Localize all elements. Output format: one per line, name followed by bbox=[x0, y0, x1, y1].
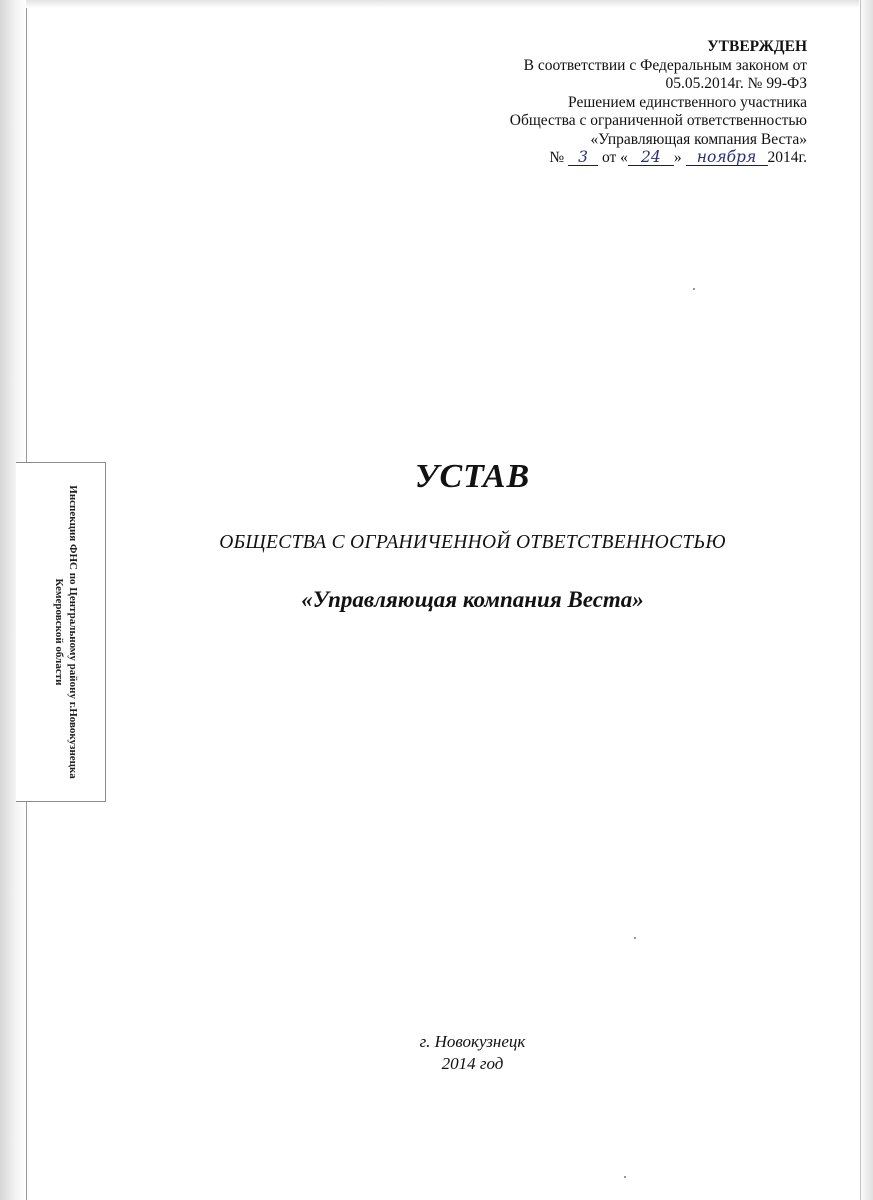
day-close-quote: » bbox=[673, 149, 682, 166]
registration-stamp bbox=[16, 462, 106, 802]
year-suffix: 2014г. bbox=[767, 149, 807, 166]
footer-city: г. Новокузнецк bbox=[419, 1032, 526, 1051]
approval-company-type: Общества с ограниченной ответственностью bbox=[509, 112, 807, 129]
handwritten-month: ноября bbox=[686, 149, 768, 166]
approval-heading: УТВЕРЖДЕН bbox=[707, 38, 807, 55]
footer-year: 2014 год bbox=[441, 1054, 504, 1073]
scan-speck bbox=[624, 1176, 626, 1178]
scan-speck bbox=[693, 288, 695, 290]
scan-speck bbox=[634, 937, 636, 939]
stamp-text bbox=[40, 467, 80, 797]
number-sign: № bbox=[549, 149, 565, 166]
document-subtitle: ОБЩЕСТВА С ОГРАНИЧЕННОЙ ОТВЕТСТВЕННОСТЬЮ bbox=[219, 532, 726, 553]
approval-company-name: «Управляющая компания Веста» bbox=[590, 130, 807, 148]
approval-law-line: В соответствии с Федеральным законом от bbox=[523, 56, 807, 74]
document-footer bbox=[36, 1031, 873, 1075]
handwritten-decision-number: 3 bbox=[568, 149, 598, 166]
handwritten-day: 24 bbox=[628, 149, 674, 166]
approval-number-date-line bbox=[387, 149, 807, 168]
page-top-edge bbox=[26, 0, 873, 8]
approval-decision-line: Решением единственного участника bbox=[568, 93, 807, 111]
stamp-line-2: Кемеровской области bbox=[53, 578, 65, 686]
approval-law-number: 05.05.2014г. № 99-ФЗ bbox=[665, 75, 807, 92]
document-title: УСТАВ bbox=[414, 458, 531, 495]
company-name: «Управляющая компания Веста» bbox=[301, 587, 644, 612]
date-from-label: от « bbox=[601, 149, 628, 166]
stamp-line-1: Инспекция ФНС по Центральному району г.Новокузнецка bbox=[67, 485, 79, 779]
approval-block bbox=[387, 38, 807, 168]
